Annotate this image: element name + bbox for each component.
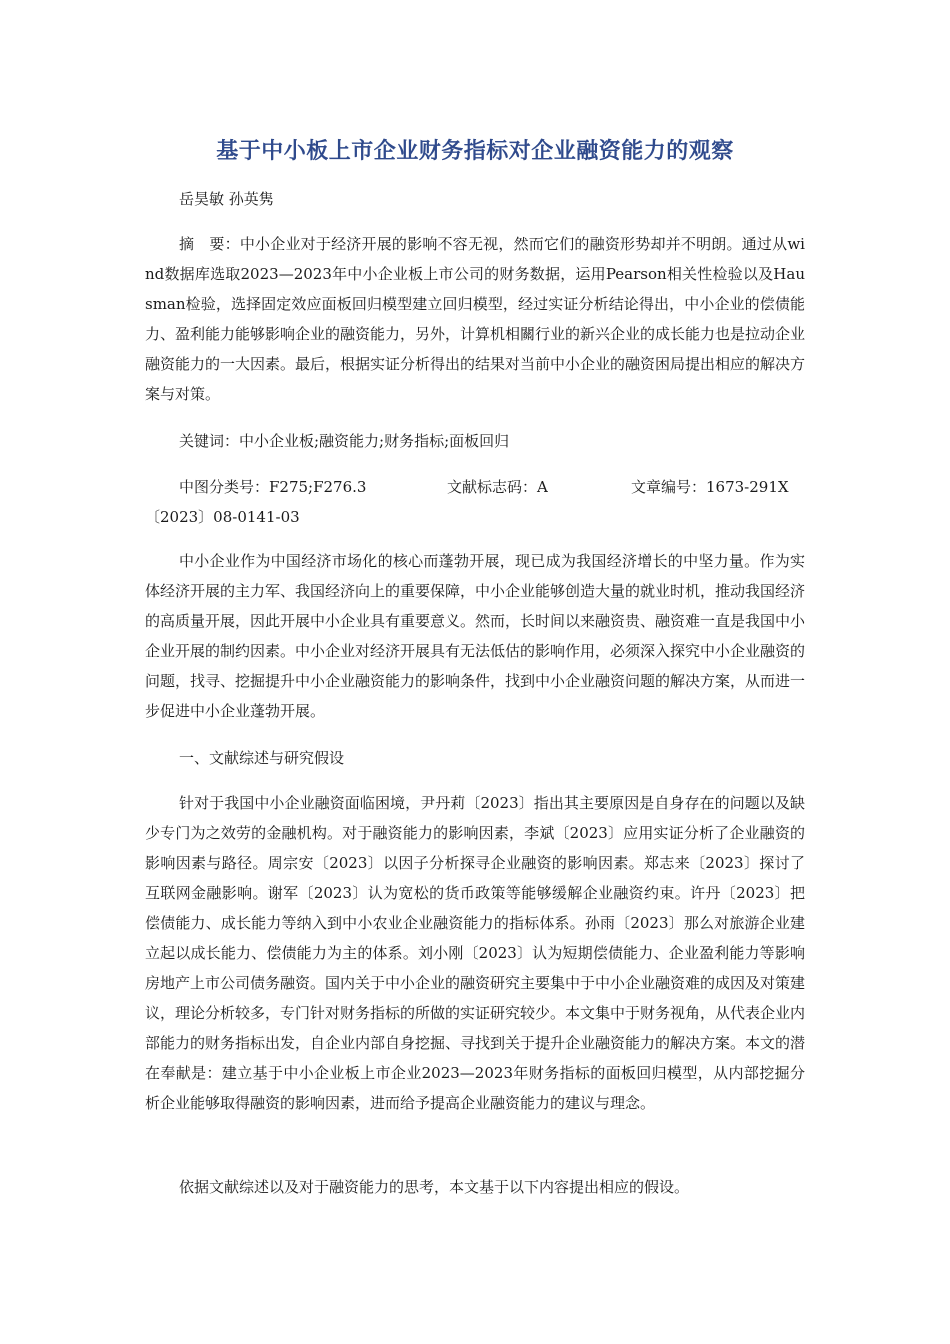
literature-review-paragraph: 针对于我国中小企业融资面临困境，尹丹莉〔2023〕指出其主要原因是自身存在的问题以及缺少专门为之效劳的金融机构。对于融资能力的影响因素，李斌〔2023〕应用实证分析了企业融资的影响因素与路径。周宗安〔2023〕以因子分析探寻企业融资的影响因素。郑志来〔2023〕探讨了互联网金融影响。谢军〔2023〕认为宽松的货币政策等能够缓解企业融资约束。许丹〔2023〕把偿债能力、成长能力等纳入到中小农业企业融资能力的指标体系。孙雨〔2023〕那么对旅游企业建立起以成长能力、偿债能力为主的体系。刘小刚〔2023〕认为短期偿债能力、企业盈利能力等影响房地产上市公司债务融资。国内关于中小企业的融资研究主要集中于中小企业融资难的成因及对策建议，理论分析较多，专门针对财务指标的所做的实证研究较少。本文集中于财务视角，从代表企业内部能力的财务指标出发，自企业内部自身挖掘、寻找到关于提升企业融资能力的解决方案。本文的潜在奉献是：建立基于中小企业板上市企业2023—2023年财务指标的面板回归模型，从内部挖掘分析企业能够取得融资的影响因素，进而给予提高企业融资能力的建议与理念。	[145, 794, 806, 1112]
hypothesis-intro-paragraph: 依据文献综述以及对于融资能力的思考，本文基于以下内容提出相应的假设。	[179, 1178, 690, 1196]
intro-paragraph: 中小企业作为中国经济市场化的核心而蓬勃开展，现已成为我国经济增长的中坚力量。作为实体经济开展的主力军、我国经济向上的重要保障，中小企业能够创造大量的就业时机，推动我国经济的高质量开展，因此开展中小企业具有重要意义。然而，长时间以来融资贵、融资难一直是我国中小企业开展的制约因素。中小企业对经济开展具有无法低估的影响作用，必须深入探究中小企业融资的问题，找寻、挖掘提升中小企业融资能力的影响条件，找到中小企业融资问题的解决方案，从而进一步促进中小企业蓬勃开展。	[145, 552, 806, 720]
clc-number: 中图分类号：F275;F276.3	[179, 478, 367, 496]
section-heading: 一、文献综述与研究假设	[179, 749, 345, 767]
abstract: 摘 要：中小企业对于经济开展的影响不容无视，然而它们的融资形势却并不明朗。通过从wind数据库选取2023—2023年中小企业板上市公司的财务数据，运用Pearson相关性检验以及Hausman检验，选择固定效应面板回归模型建立回归模型，经过实证分析结论得出，中小企业的偿债能力、盈利能力能够影响企业的融资能力，另外，计算机相關行业的新兴企业的成长能力也是拉动企业融资能力的一大因素。最后，根据实证分析得出的结果对当前中小企业的融资困局提出相应的解决方案与对策。	[145, 235, 806, 403]
authors: 岳昊敏 孙英隽	[179, 190, 274, 208]
document-code: 文献标志码：A	[447, 478, 548, 496]
article-number: 文章编号：1673-291X	[631, 478, 789, 496]
paper-title: 基于中小板上市企业财务指标对企业融资能力的观察	[216, 139, 734, 164]
article-number-continued: 〔2023〕08-0141-03	[145, 508, 300, 526]
keywords: 关键词：中小企业板;融资能力;财务指标;面板回归	[179, 432, 510, 450]
